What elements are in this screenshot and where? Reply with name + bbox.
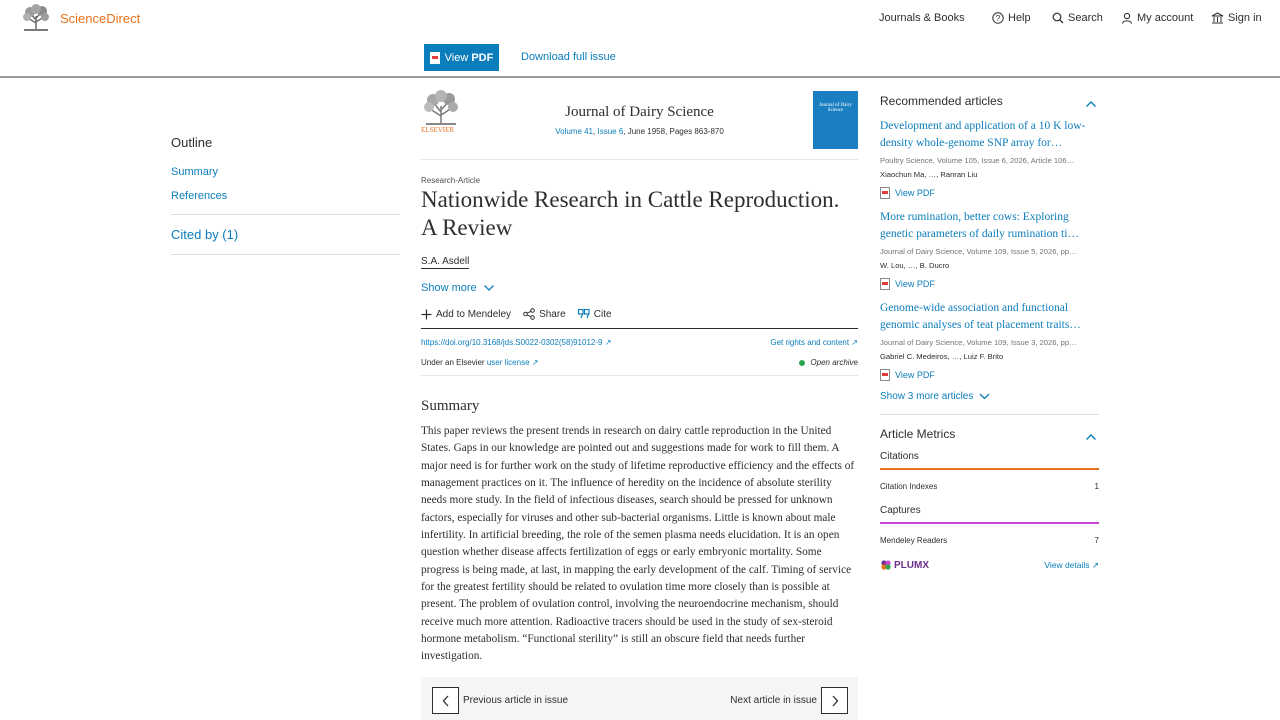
view-pdf-label: View PDF bbox=[895, 279, 935, 289]
help-link[interactable] bbox=[992, 12, 1031, 24]
status-dot bbox=[799, 360, 805, 366]
cite-button[interactable] bbox=[578, 308, 612, 320]
recommended-articles-header[interactable] bbox=[880, 94, 1099, 118]
next-article-label[interactable]: Next article in issue bbox=[730, 695, 817, 706]
view-pdf-label: View PDF bbox=[895, 370, 935, 380]
recommended-article-authors: W. Lou, …, B. Ducro bbox=[880, 261, 950, 270]
sciencedirect-logo[interactable] bbox=[20, 4, 140, 32]
previous-article-button[interactable] bbox=[432, 687, 459, 714]
chevron-right-icon bbox=[831, 695, 839, 707]
citations-bar bbox=[880, 468, 1099, 470]
chevron-up-icon bbox=[1085, 433, 1097, 441]
recommended-article bbox=[880, 300, 1099, 381]
mendeley-label: Add to Mendeley bbox=[436, 308, 512, 320]
quote-icon bbox=[578, 309, 590, 319]
chevron-left-icon bbox=[442, 695, 450, 707]
recommended-article-authors: Gabriel C. Medeiros, …, Luiz F. Brito bbox=[880, 352, 1004, 361]
citation-indexes-value: 1 bbox=[1094, 482, 1099, 491]
plus-icon bbox=[421, 309, 432, 320]
date-pages: , June 1958, Pages 863-870 bbox=[623, 127, 724, 136]
top-bar bbox=[0, 0, 1280, 40]
issue-link[interactable]: Issue 6 bbox=[597, 127, 624, 136]
sign-in-label: Sign in bbox=[1228, 12, 1262, 24]
recommended-article-title[interactable]: Development and application of a 10 K low-density whole-genome SNP array for… bbox=[880, 120, 1086, 149]
view-pdf-label: View PDF bbox=[895, 188, 935, 198]
rights-text: Get rights and content bbox=[770, 338, 850, 347]
open-archive-badge bbox=[799, 358, 858, 367]
right-sidebar bbox=[880, 88, 1099, 571]
recommended-article-title[interactable]: More rumination, better cows: Exploring genetic parameters of daily rumination ti… bbox=[880, 211, 1079, 240]
share-icon bbox=[523, 308, 535, 320]
license-row bbox=[421, 358, 858, 376]
recommended-article-meta: Journal of Dairy Science, Volume 109, Issue 3, 2026, pp… bbox=[880, 338, 1077, 347]
issue-navigation bbox=[421, 677, 858, 720]
plumx-text: PLUMX bbox=[894, 559, 929, 571]
search-icon bbox=[1052, 12, 1064, 24]
chevron-up-icon bbox=[1085, 100, 1097, 108]
mendeley-readers-row bbox=[880, 536, 1099, 545]
help-icon bbox=[992, 12, 1004, 24]
sign-in-link[interactable] bbox=[1211, 12, 1262, 24]
my-account-link[interactable] bbox=[1121, 12, 1193, 24]
summary-text: This paper reviews the present trends in research on dairy cattle reproduction in the United States. Gaps in our knowledge are pointed out and suggestions made for work to fill them. A major need is for further work on the study of lifetime reproductive efficiency and the effects of management practices on it. The influence of heredity on the incidence of absolute sterility needs more study. In the field of infectious diseases, search should be pressed for unknown factors, especially for viruses and other sub-bacterial organisms. Little is known about male infertility. In artificial breeding, the role of the semen plasma needs elucidation. It is an open question whether disease affects fertilization of eggs or early embryonic mortality. Some progress is being made, at last, in mapping the early development of the calf. Timing of service for the greatest fertility should be related to ovulation time more closely than is possible at present. The problem of ovulation control, involving the neuroendocrine mechanism, should receive much more attention. Radioactive tracers should be used in the study of sex-steroid hormone metabolism. “Functional sterility” is still an obscure field that needs further investigation. bbox=[421, 425, 855, 663]
institution-icon bbox=[1211, 12, 1224, 24]
pdf-icon bbox=[880, 187, 890, 199]
journal-title[interactable]: Journal of Dairy Science bbox=[565, 104, 714, 120]
summary-heading: Summary bbox=[421, 398, 480, 414]
cite-label: Cite bbox=[593, 308, 612, 320]
show-more-button[interactable] bbox=[421, 282, 495, 294]
person-icon bbox=[1121, 12, 1133, 24]
article-toolbar bbox=[0, 40, 1280, 78]
show-more-label: Show more bbox=[421, 282, 477, 294]
article-metrics-header[interactable] bbox=[880, 427, 1099, 451]
view-pdf-bold: PDF bbox=[471, 51, 494, 64]
show-more-articles-button[interactable] bbox=[880, 391, 1099, 402]
next-article-button[interactable] bbox=[821, 687, 848, 714]
mendeley-readers-value: 7 bbox=[1094, 536, 1099, 545]
add-to-mendeley-button[interactable] bbox=[421, 308, 511, 320]
share-label: Share bbox=[539, 308, 566, 320]
recommended-article-meta: Poultry Science, Volume 105, Issue 6, 2026, Article 106… bbox=[880, 156, 1075, 165]
view-pdf-button[interactable] bbox=[424, 44, 499, 71]
outline-panel bbox=[171, 135, 400, 267]
view-details-link[interactable]: View details ↗ bbox=[1044, 559, 1099, 570]
user-license-text: user license bbox=[486, 358, 530, 367]
outline-item-summary[interactable]: Summary bbox=[171, 166, 219, 178]
plumx-logo[interactable] bbox=[880, 559, 929, 571]
elsevier-tree-icon bbox=[20, 4, 52, 32]
pdf-icon bbox=[880, 369, 890, 381]
citation-indexes-row bbox=[880, 482, 1099, 491]
article-title: Nationwide Research in Cattle Reproduction. A Review bbox=[421, 187, 840, 240]
previous-article-label[interactable]: Previous article in issue bbox=[463, 695, 569, 706]
search-label: Search bbox=[1068, 12, 1103, 24]
captures-label: Captures bbox=[880, 505, 921, 516]
svg-text:?: ? bbox=[995, 14, 1001, 23]
divider bbox=[171, 214, 400, 215]
author-link[interactable]: S.A. Asdell bbox=[421, 256, 470, 267]
download-full-issue-link[interactable]: Download full issue bbox=[521, 51, 616, 63]
citations-label: Citations bbox=[880, 451, 919, 462]
volume-link[interactable]: Volume 41 bbox=[555, 127, 594, 136]
cover-title: Journal of Dairy Science bbox=[819, 103, 852, 113]
user-license-link[interactable]: user license ↗ bbox=[486, 358, 539, 367]
divider bbox=[171, 254, 400, 255]
recommended-article-authors: Xiaochun Ma, …, Ranran Liu bbox=[880, 170, 978, 179]
journals-books-link[interactable] bbox=[879, 12, 965, 24]
journal-cover-image[interactable] bbox=[813, 91, 858, 149]
article-type: Research-Article bbox=[421, 176, 481, 185]
recommended-view-pdf-link[interactable] bbox=[880, 187, 1099, 199]
recommended-article bbox=[880, 118, 1099, 199]
recommended-view-pdf-link[interactable] bbox=[880, 278, 1099, 290]
doi-link[interactable]: https://doi.org/10.3168/jds.S0022-0302(58)91012-9 ↗ bbox=[421, 338, 612, 347]
captures-bar bbox=[880, 522, 1099, 524]
recommended-article bbox=[880, 209, 1099, 290]
pdf-icon bbox=[430, 52, 440, 64]
article-main bbox=[421, 88, 858, 706]
recommended-view-pdf-link[interactable] bbox=[880, 369, 1099, 381]
license-text bbox=[421, 358, 538, 367]
outline-title: Outline bbox=[171, 135, 213, 150]
recommended-article-meta: Journal of Dairy Science, Volume 109, Issue 5, 2026, pp… bbox=[880, 247, 1077, 256]
my-account-label: My account bbox=[1137, 12, 1194, 24]
open-archive-label: Open archive bbox=[810, 358, 858, 367]
cited-by-link[interactable]: Cited by (1) bbox=[171, 227, 239, 242]
mendeley-readers-label: Mendeley Readers bbox=[880, 536, 948, 545]
view-details-text: View details bbox=[1044, 559, 1090, 570]
get-rights-link[interactable]: Get rights and content ↗ bbox=[770, 338, 858, 347]
article-actions bbox=[421, 308, 858, 329]
journals-books-label: Journals & Books bbox=[879, 12, 965, 24]
search-link[interactable] bbox=[1052, 12, 1103, 24]
plumx-row bbox=[880, 559, 1099, 571]
view-pdf-prefix: View bbox=[444, 51, 469, 64]
outline-item-references[interactable]: References bbox=[171, 190, 228, 202]
brand-name: ScienceDirect bbox=[60, 10, 141, 26]
help-label: Help bbox=[1008, 12, 1031, 24]
doi-row bbox=[421, 338, 858, 347]
plumx-icon bbox=[880, 559, 892, 571]
journal-volume-line: Volume 41, Issue 6, June 1958, Pages 863-870 bbox=[555, 127, 724, 136]
license-prefix: Under an Elsevier bbox=[421, 358, 485, 367]
share-button[interactable] bbox=[523, 308, 566, 320]
citation-indexes-label: Citation Indexes bbox=[880, 482, 938, 491]
divider bbox=[880, 414, 1099, 415]
chevron-down-icon bbox=[979, 393, 990, 400]
show-more-articles-label: Show 3 more articles bbox=[880, 391, 974, 402]
journal-header bbox=[421, 88, 858, 160]
publisher-name: ELSEVIER bbox=[421, 126, 455, 134]
metrics-heading: Article Metrics bbox=[880, 427, 956, 441]
recommended-article-title[interactable]: Genome-wide association and functional genomic analyses of teat placement traits… bbox=[880, 302, 1081, 331]
pdf-icon bbox=[880, 278, 890, 290]
chevron-down-icon bbox=[483, 284, 495, 292]
recommended-heading: Recommended articles bbox=[880, 94, 1003, 108]
doi-text: https://doi.org/10.3168/jds.S0022-0302(58)91012-9 bbox=[421, 338, 603, 347]
